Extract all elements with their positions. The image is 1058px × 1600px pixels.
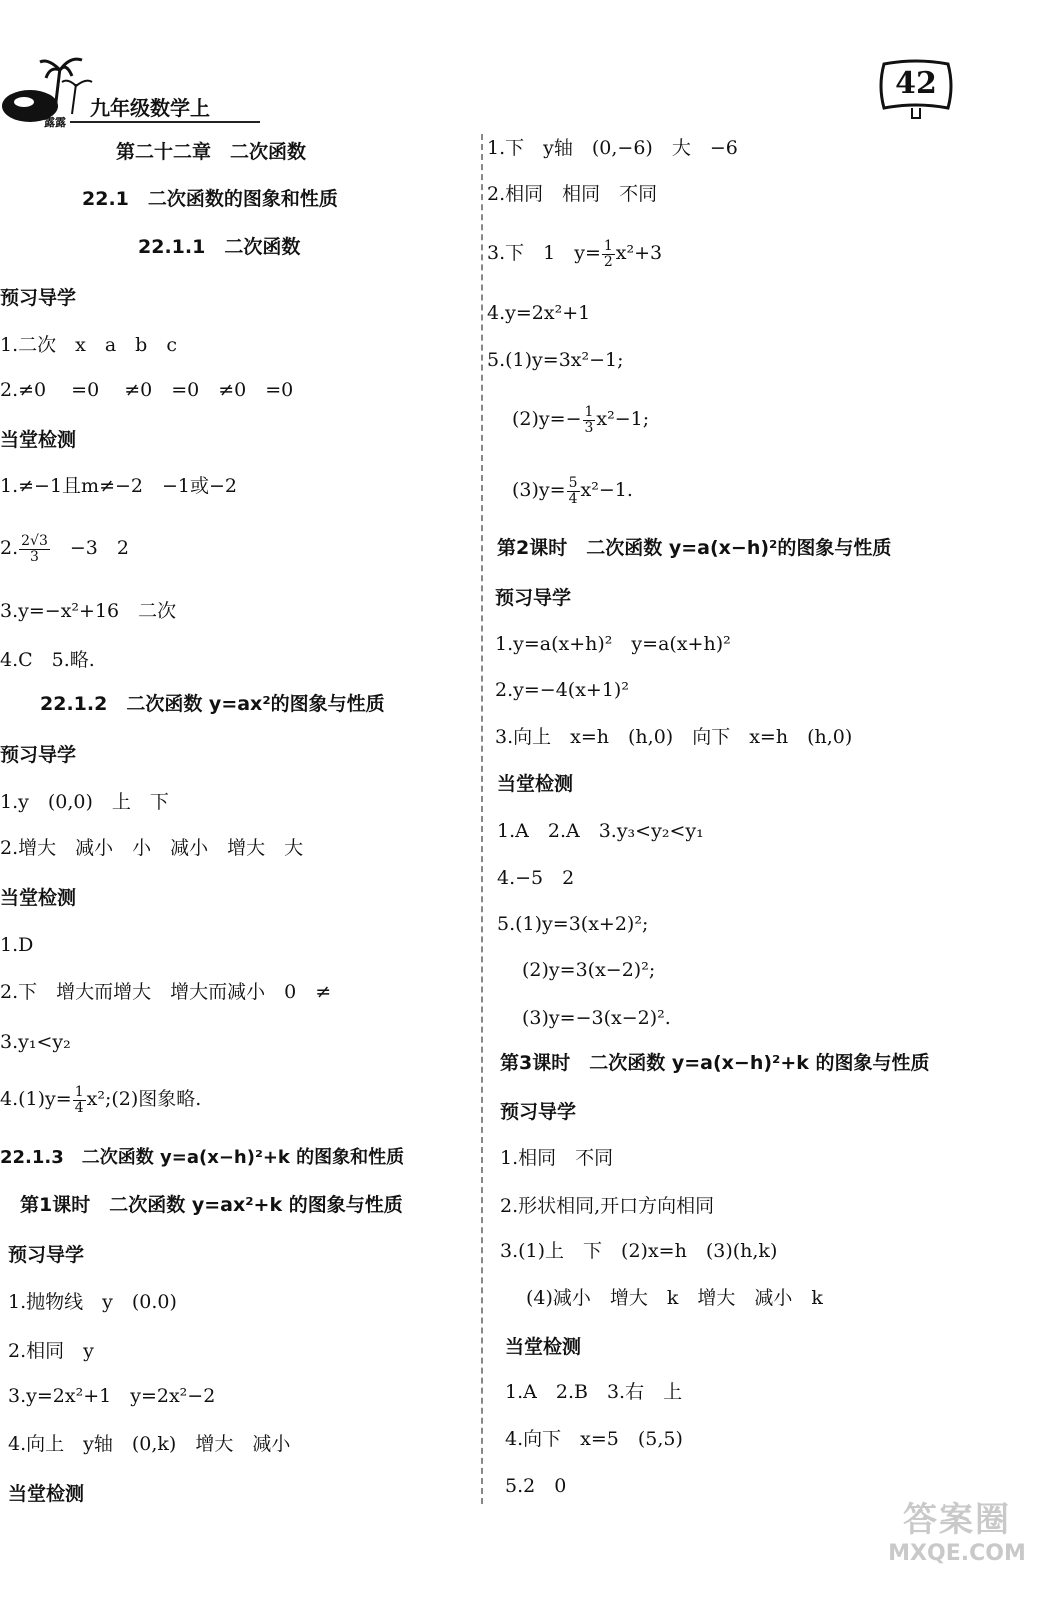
heading-preview: 预习导学 [495,587,572,609]
page-number: 42 [895,66,937,101]
fraction: $\frac{5}{4}$ [568,474,578,507]
heading-check: 当堂检测 [0,429,77,451]
answer-line: 1.二次 x a b c [0,334,177,356]
heading-check: 当堂检测 [497,773,574,795]
watermark-url: MXQE.COM [888,1541,1026,1566]
heading-preview: 预习导学 [0,744,77,766]
answer-line: 2.增大 减小 小 减小 增大 大 [0,837,304,859]
answer-line: 3.y=−x²+16 二次 [0,600,177,622]
answer-line: 3.y=2x²+1 y=2x²−2 [8,1385,216,1407]
answer-line: 2.形状相同,开口方向相同 [500,1195,715,1217]
lesson-title: 第1课时 二次函数 y=ax²+k 的图象与性质 [20,1194,403,1216]
heading-preview: 预习导学 [8,1244,85,1266]
header-title: 九年级数学上 [90,96,210,120]
answer-line: (3)y=−3(x−2)². [522,1007,671,1029]
heading-preview: 预习导学 [0,287,77,309]
lesson-title: 第2课时 二次函数 y=a(x−h)²的图象与性质 [497,537,892,559]
subsection-title: 22.1.1 二次函数 [138,236,301,258]
answer-line: 3.下 1 y= $\frac{1}{2}$ x²+3 [487,237,663,270]
answer-line: 1.y (0,0) 上 下 [0,791,169,813]
fraction: $\frac{2√3}{3}$ [21,532,48,565]
answer-line: 1.y=a(x+h)² y=a(x+h)² [495,633,731,655]
answer-line: 4.−5 2 [497,867,575,889]
chapter-title: 第二十二章 二次函数 [116,141,307,163]
answer-line: 5.(1)y=3(x+2)²; [497,913,649,935]
heading-check: 当堂检测 [505,1336,582,1358]
watermark-text: 答案圈 [903,1500,1011,1540]
answer-line: 2.下 增大而增大 增大而减小 0 ≠ [0,981,332,1003]
answer-line: 1.抛物线 y (0.0) [8,1291,177,1313]
answer-line: 1.A 2.B 3.右 上 [505,1381,683,1403]
fraction: $\frac{1}{3}$ [584,403,594,436]
answer-line: 3.y₁<y₂ [0,1031,71,1053]
answer-line: 1.下 y轴 (0,−6) 大 −6 [487,137,738,159]
subsection-title: 22.1.2 二次函数 y=ax²的图象与性质 [40,693,385,715]
answer-line: 2.≠0 =0 ≠0 =0 ≠0 =0 [0,379,294,401]
answer-line: 5.2 0 [505,1475,567,1497]
answer-line: 3.向上 x=h (h,0) 向下 x=h (h,0) [495,726,853,748]
answer-line: 1.≠−1且m≠−2 −1或−2 [0,475,238,497]
answer-line: 2.相同 相同 不同 [487,183,658,205]
fraction: $\frac{1}{4}$ [74,1083,84,1116]
answer-line: (2)y=3(x−2)²; [522,959,656,981]
answer-line: 1.D [0,934,34,956]
answer-line: 4.向上 y轴 (0,k) 增大 减小 [8,1433,291,1455]
subsection-title: 22.1.3 二次函数 y=a(x−h)²+k 的图象和性质 [0,1147,405,1168]
answer-line: 2.相同 y [8,1340,94,1362]
answer-line: 5.(1)y=3x²−1; [487,349,624,371]
answer-line: (2)y=− $\frac{1}{3}$ x²−1; [512,403,650,436]
answer-line: 4.(1)y= $\frac{1}{4}$ x²;(2)图象略. [0,1083,202,1116]
heading-check: 当堂检测 [8,1483,85,1505]
section-title: 22.1 二次函数的图象和性质 [82,188,338,210]
answer-line: 2.y=−4(x+1)² [495,679,629,701]
svg-text:露露: 露露 [44,116,66,129]
answer-line: 2. $\frac{2√3}{3}$ −3 2 [0,532,129,565]
watermark [872,1500,1042,1568]
answer-line: (3)y= $\frac{5}{4}$ x²−1. [512,474,633,507]
fraction: $\frac{1}{2}$ [603,237,613,270]
column-divider [481,134,483,1504]
heading-check: 当堂检测 [0,887,77,909]
answer-line: 3.(1)上 下 (2)x=h (3)(h,k) [500,1240,778,1262]
answer-line: 4.C 5.略. [0,649,95,671]
answer-line: (4)减小 增大 k 增大 减小 k [526,1287,823,1309]
answer-line: 4.y=2x²+1 [487,302,591,324]
heading-preview: 预习导学 [500,1101,577,1123]
answer-line: 1.A 2.A 3.y₃<y₂<y₁ [497,820,704,842]
answer-line: 1.相同 不同 [500,1147,614,1169]
lesson-title: 第3课时 二次函数 y=a(x−h)²+k 的图象与性质 [500,1052,930,1074]
header-rule [70,121,260,123]
answer-line: 4.向下 x=5 (5,5) [505,1428,683,1450]
